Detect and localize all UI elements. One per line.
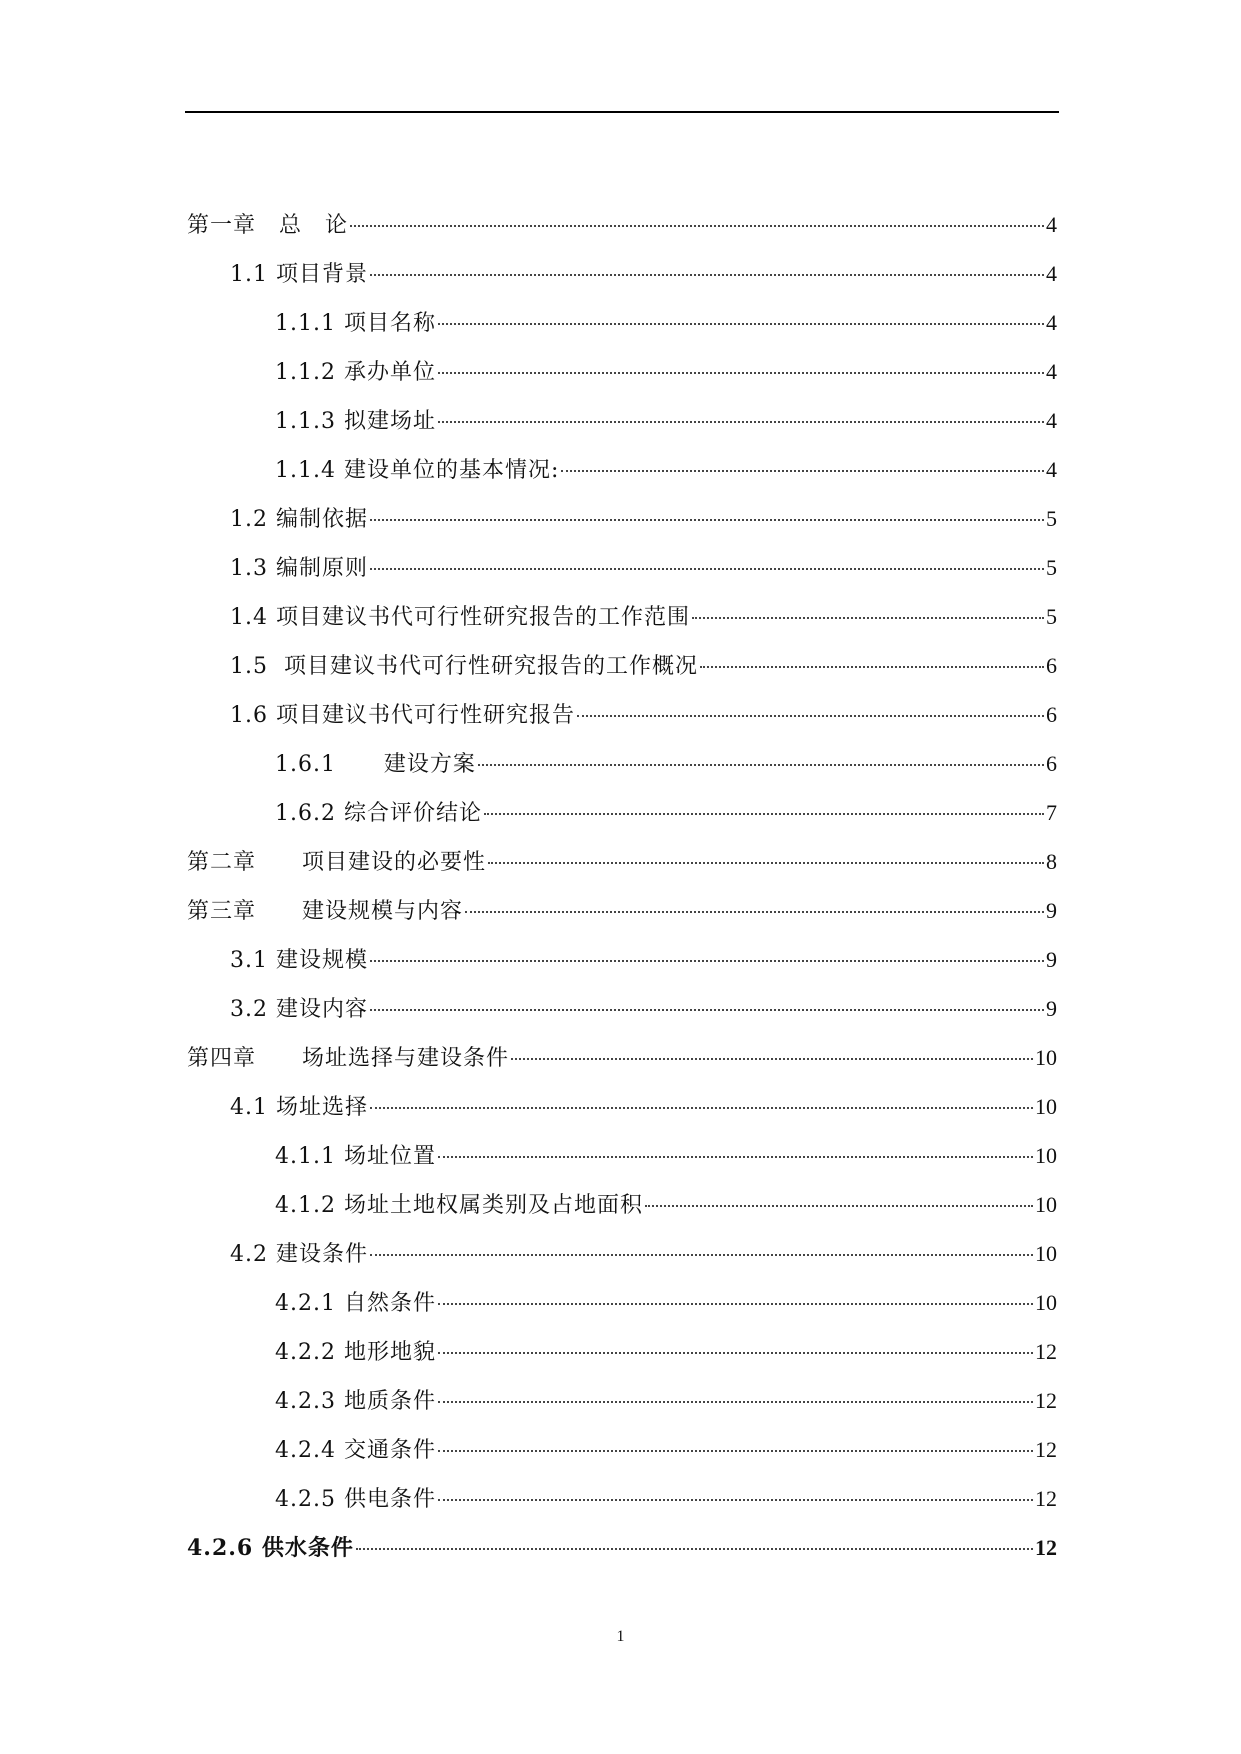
toc-entry[interactable]	[187, 249, 1057, 298]
toc-entry-title: 1.5 项目建议书代可行性研究报告的工作概况	[230, 654, 698, 679]
toc-entry-page: 7	[1046, 800, 1057, 825]
toc-entry-title: 第二章 项目建设的必要性	[187, 850, 487, 875]
toc-entry-page: 10	[1035, 1143, 1057, 1168]
dot-leader	[438, 371, 1044, 374]
toc-entry-page: 10	[1035, 1045, 1057, 1070]
toc-entry-title: 1.3 编制原则	[230, 556, 368, 581]
dot-leader	[438, 1351, 1033, 1354]
toc-entry-page: 6	[1046, 751, 1057, 776]
toc-entry-page: 5	[1046, 555, 1057, 580]
toc-entry[interactable]	[187, 788, 1057, 837]
toc-entry[interactable]	[187, 592, 1057, 641]
toc-entry-title: 4.1 场址选择	[230, 1095, 368, 1120]
dot-leader	[370, 1253, 1033, 1256]
toc-entry[interactable]	[187, 984, 1057, 1033]
toc-entry-page: 10	[1035, 1290, 1057, 1315]
toc-entry[interactable]	[187, 886, 1057, 935]
toc-entry[interactable]	[187, 543, 1057, 592]
dot-leader	[484, 812, 1044, 815]
toc-entry[interactable]	[187, 1327, 1057, 1376]
dot-leader	[370, 273, 1044, 276]
toc-entry-page: 4	[1046, 212, 1057, 237]
toc-entry-page: 4	[1046, 359, 1057, 384]
toc-entry[interactable]	[187, 935, 1057, 984]
toc-entry-page: 5	[1046, 506, 1057, 531]
toc-entry[interactable]	[187, 1033, 1057, 1082]
toc-entry[interactable]	[187, 494, 1057, 543]
toc-entry-page: 10	[1035, 1192, 1057, 1217]
toc-entry-title: 1.6.2 综合评价结论	[275, 801, 482, 826]
toc-entry[interactable]	[187, 690, 1057, 739]
dot-leader	[370, 1106, 1033, 1109]
toc-entry[interactable]	[187, 1474, 1057, 1523]
dot-leader	[438, 1449, 1033, 1452]
toc-entry[interactable]	[187, 1376, 1057, 1425]
dot-leader	[438, 420, 1044, 423]
page-number: 1	[616, 1628, 625, 1645]
toc-entry-page: 6	[1046, 702, 1057, 727]
toc-entry-title: 1.6 项目建议书代可行性研究报告	[230, 703, 575, 728]
toc-entry-title: 1.1.2 承办单位	[275, 360, 436, 385]
toc-entry[interactable]	[187, 1278, 1057, 1327]
toc-entry-title: 4.2 建设条件	[230, 1242, 368, 1267]
toc-entry-title: 4.1.2 场址土地权属类别及占地面积	[275, 1193, 643, 1218]
dot-leader	[438, 322, 1044, 325]
toc-entry-title: 4.2.6 供水条件	[187, 1535, 354, 1561]
dot-leader	[645, 1204, 1033, 1207]
toc-entry-title: 1.1 项目背景	[230, 262, 368, 287]
toc-entry[interactable]	[187, 739, 1057, 788]
toc-entry-page: 10	[1035, 1241, 1057, 1266]
dot-leader	[692, 616, 1044, 619]
toc-entry-title: 3.1 建设规模	[230, 948, 368, 973]
toc-entry[interactable]	[187, 445, 1057, 494]
toc-entry-title: 1.6.1 建设方案	[275, 752, 476, 777]
dot-leader	[356, 1547, 1033, 1550]
dot-leader	[465, 910, 1044, 913]
dot-leader	[350, 224, 1044, 227]
toc-entry[interactable]	[187, 641, 1057, 690]
toc-entry-page: 12	[1035, 1437, 1057, 1462]
toc-entry-page: 8	[1046, 849, 1057, 874]
toc-entry[interactable]	[187, 396, 1057, 445]
toc-entry-title: 4.2.5 供电条件	[275, 1487, 436, 1512]
toc-entry-page: 12	[1035, 1339, 1057, 1364]
toc-entry-title: 第一章 总 论	[187, 213, 349, 238]
toc-entry-page: 9	[1046, 996, 1057, 1021]
dot-leader	[370, 1008, 1044, 1011]
toc-entry-title: 4.2.3 地质条件	[275, 1389, 436, 1414]
toc-entry-page: 4	[1046, 310, 1057, 335]
toc-entry-title: 4.2.2 地形地貌	[275, 1340, 436, 1365]
toc-entry-page: 4	[1046, 261, 1057, 286]
toc-entry-title: 4.1.1 场址位置	[275, 1144, 436, 1169]
toc-entry-page: 9	[1046, 898, 1057, 923]
dot-leader	[577, 714, 1044, 717]
dot-leader	[370, 567, 1044, 570]
toc-entry-page: 12	[1035, 1486, 1057, 1511]
toc-entry[interactable]	[187, 1131, 1057, 1180]
dot-leader	[561, 469, 1044, 472]
dot-leader	[511, 1057, 1033, 1060]
toc-entry[interactable]	[187, 347, 1057, 396]
toc-entry[interactable]	[187, 1082, 1057, 1131]
toc-entry[interactable]	[187, 1180, 1057, 1229]
toc-entry-title: 第四章 场址选择与建设条件	[187, 1046, 510, 1071]
toc-entry-title: 1.4 项目建议书代可行性研究报告的工作范围	[230, 605, 690, 630]
dot-leader	[438, 1302, 1033, 1305]
toc-entry-title: 4.2.1 自然条件	[275, 1291, 436, 1316]
table-of-contents	[187, 200, 1057, 1572]
toc-entry-title: 3.2 建设内容	[230, 997, 368, 1022]
toc-entry-page: 9	[1046, 947, 1057, 972]
toc-entry-page: 4	[1046, 408, 1057, 433]
dot-leader	[438, 1400, 1033, 1403]
toc-entry-title: 1.1.4 建设单位的基本情况:	[275, 458, 560, 483]
toc-entry-title: 4.2.4 交通条件	[275, 1438, 436, 1463]
toc-entry[interactable]	[187, 837, 1057, 886]
toc-entry-page: 12	[1035, 1535, 1057, 1560]
toc-entry[interactable]	[187, 1425, 1057, 1474]
header-rule	[185, 111, 1059, 113]
dot-leader	[700, 665, 1044, 668]
dot-leader	[488, 861, 1044, 864]
toc-entry-page: 6	[1046, 653, 1057, 678]
toc-entry-page: 5	[1046, 604, 1057, 629]
toc-entry[interactable]	[187, 200, 1057, 249]
toc-entry-page: 12	[1035, 1388, 1057, 1413]
toc-entry[interactable]	[187, 1523, 1057, 1572]
dot-leader	[370, 959, 1044, 962]
toc-entry-title: 第三章 建设规模与内容	[187, 899, 464, 924]
dot-leader	[478, 763, 1044, 766]
toc-entry-title: 1.1.3 拟建场址	[275, 409, 436, 434]
toc-entry-page: 4	[1046, 457, 1057, 482]
toc-entry-page: 10	[1035, 1094, 1057, 1119]
dot-leader	[370, 518, 1044, 521]
toc-entry[interactable]	[187, 298, 1057, 347]
dot-leader	[438, 1498, 1033, 1501]
toc-entry-title: 1.2 编制依据	[230, 507, 368, 532]
dot-leader	[438, 1155, 1033, 1158]
toc-entry-title: 1.1.1 项目名称	[275, 311, 436, 336]
toc-entry[interactable]	[187, 1229, 1057, 1278]
